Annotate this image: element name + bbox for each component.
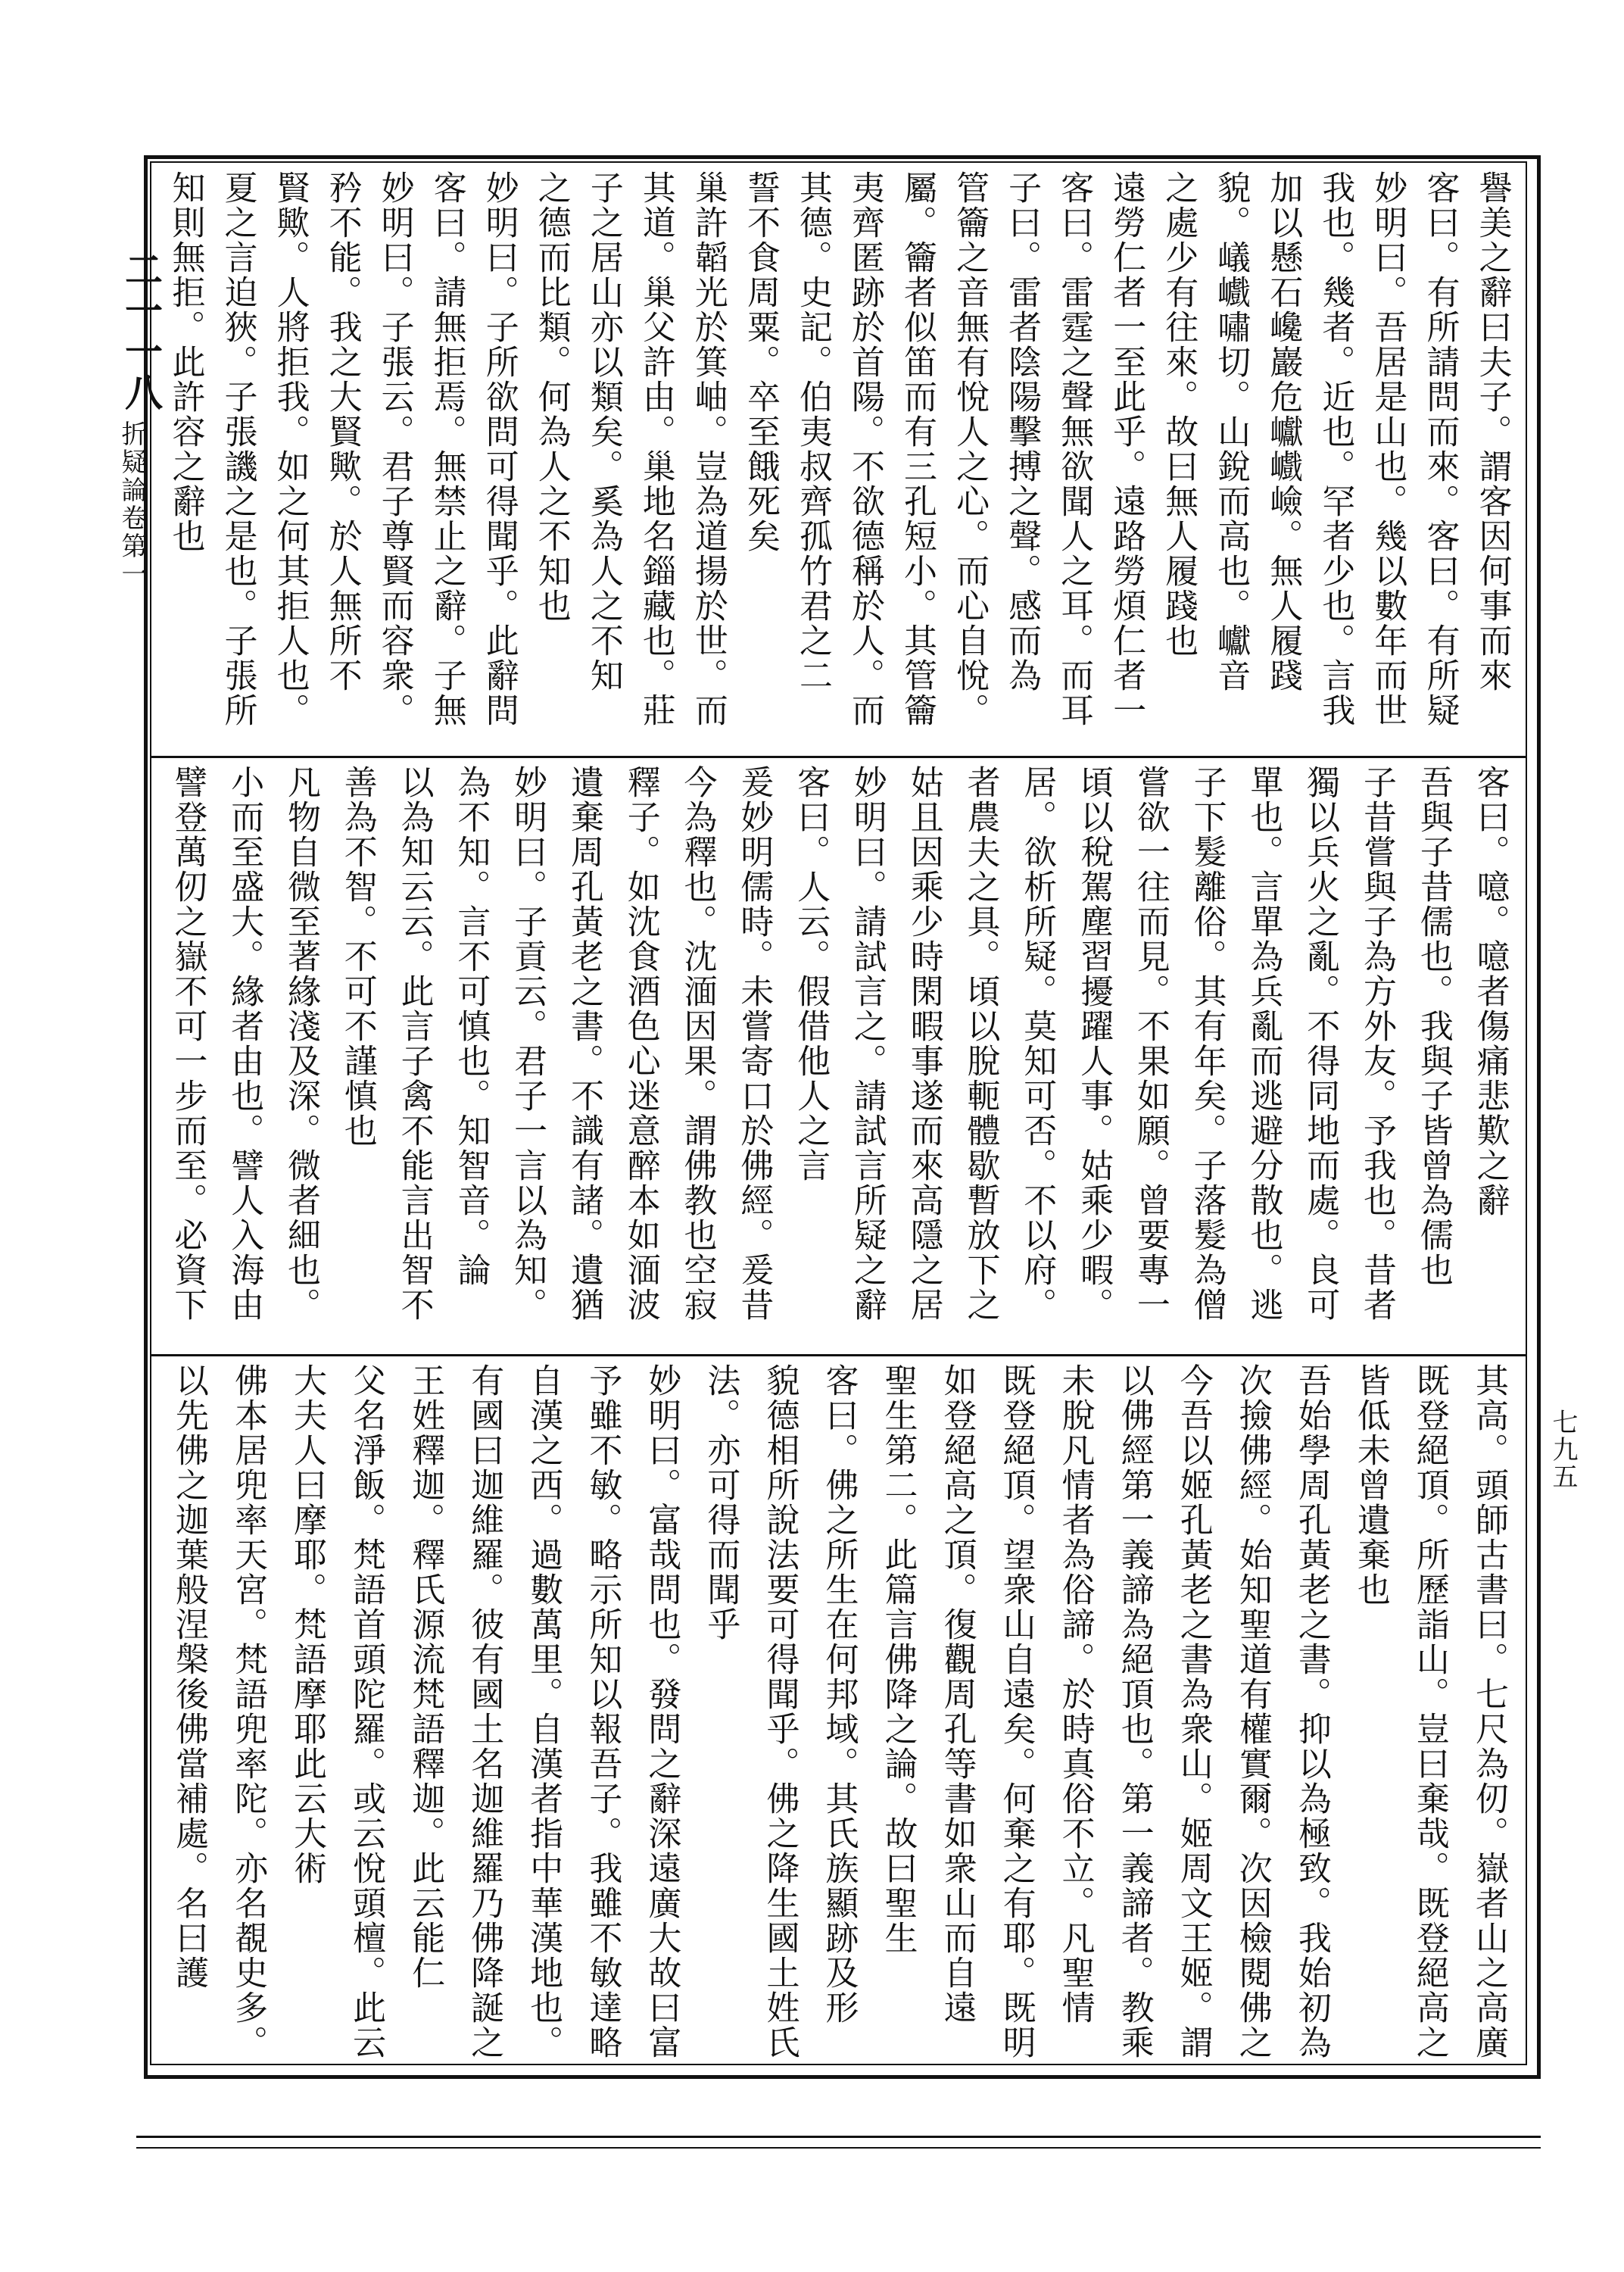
text-column: 妙明曰。子貢云。君子一言以為知。 — [508, 765, 547, 1322]
text-column: 頃以稅駕塵習擾躍人事。姑乘少暇。 — [1074, 765, 1114, 1322]
text-column: 今吾以姬孔黃老之書為衆山。姬周文王姬。謂 — [1174, 1363, 1213, 2060]
text-column: 遠勞仁者一至此乎。遠路勞煩仁者一 — [1107, 170, 1146, 728]
text-column: 嘗欲一往而見。不果如願。曾要專一 — [1130, 765, 1170, 1322]
text-column: 遺棄周孔黃老之書。不識有諸。遺猶 — [564, 765, 603, 1322]
text-column: 子曰。雷者陰陽擊搏之聲。感而為 — [1002, 170, 1042, 693]
text-column: 釋子。如沈食酒色心迷意醉本如湎波 — [621, 765, 660, 1322]
text-column: 大夫人曰摩耶。梵語摩耶此云大術 — [288, 1363, 327, 1886]
text-column: 爰妙明儒時。未嘗寄口於佛經。爰昔 — [734, 765, 774, 1322]
text-column: 客曰。佛之所生在何邦域。其氏族顯跡及形 — [819, 1363, 859, 2025]
text-column: 予雖不敏。略示所知以報吾子。我雖不敏達略 — [583, 1363, 622, 2060]
text-column: 王姓釋迦。釋氏源流梵語釋迦。此云能仁 — [406, 1363, 445, 1990]
text-column: 既登絕頂。所歷詣山。豈曰棄哉。既登絕高之 — [1410, 1363, 1449, 2060]
text-column: 小而至盛大。緣者由也。譬人入海由 — [225, 765, 264, 1322]
text-column: 貌德相所說法要可得聞乎。佛之降生國土姓氏 — [760, 1363, 800, 2060]
text-column: 皆低未曾遺棄也 — [1351, 1363, 1390, 1607]
text-column: 客曰。請無拒焉。無禁止之辭。子無 — [427, 170, 466, 728]
text-column: 譽美之辭曰夫子。謂客因何事而來 — [1473, 170, 1512, 693]
text-column: 吾始學周孔黃老之書。抑以為極致。我始初為 — [1292, 1363, 1331, 2060]
text-column: 父名淨飯。梵語首頭陀羅。或云悅頭檀。此云 — [347, 1363, 386, 2060]
text-column: 客曰。人云。假借他人之言 — [791, 765, 831, 1183]
text-column: 吾與子昔儒也。我與子皆曾為儒也 — [1414, 765, 1453, 1287]
text-column: 之處少有往來。故曰無人履踐也 — [1159, 170, 1199, 658]
text-column: 之德而比類。何為人之不知也 — [531, 170, 571, 623]
band-divider-1 — [150, 756, 1527, 758]
text-column: 我也。幾者。近也。罕者少也。言我 — [1316, 170, 1355, 728]
text-column: 妙明曰。吾居是山也。幾以數年而世 — [1368, 170, 1407, 728]
text-column: 夏之言迫狹。子張譏之是也。子張所 — [218, 170, 257, 728]
bottom-rule-thin — [136, 2147, 1541, 2149]
text-column: 矜不能。我之大賢歟。於人無所不 — [323, 170, 362, 693]
text-column: 者農夫之具。頃以脫軛體歇暫放下之 — [961, 765, 1000, 1322]
text-column: 貌。嶬巇嘯切。山銳而高也。巘音 — [1211, 170, 1251, 693]
text-column: 善為不智。不可不謹慎也 — [338, 765, 377, 1148]
text-band-middle — [159, 765, 1518, 1348]
text-column: 姑且因乘少時閑暇事遂而來高隱之居 — [904, 765, 943, 1322]
text-column: 佛本居兜率天宮。梵語兜率陀。亦名覩史多。 — [229, 1363, 268, 2060]
text-column: 以先佛之迦葉般涅槃後佛當補處。名曰護 — [170, 1363, 209, 1990]
text-column: 客曰。雷霆之聲無欲聞人之耳。而耳 — [1055, 170, 1094, 728]
text-column: 其高。頭師古書曰。七尺為仞。嶽者山之高廣 — [1469, 1363, 1508, 2060]
text-column: 有國曰迦維羅。彼有國土名迦維羅乃佛降誕之 — [465, 1363, 504, 2060]
page-number-left: 二一一八 — [119, 250, 163, 414]
text-column: 其德。史記。伯夷叔齊孤竹君之二 — [793, 170, 832, 693]
text-column: 子下髮離俗。其有年矣。子落髮為僧 — [1187, 765, 1227, 1322]
text-column: 妙明曰。請試言之。請試言所疑之辭 — [847, 765, 887, 1322]
text-column: 其道。巢父許由。巢地名錙藏也。莊 — [636, 170, 675, 728]
band-divider-2 — [150, 1354, 1527, 1356]
text-column: 單也。言單為兵亂而逃避分散也。逃 — [1244, 765, 1283, 1322]
text-column: 如登絕高之頂。復觀周孔等書如衆山而自遠 — [937, 1363, 977, 2025]
text-column: 子之居山亦以類矣。奚為人之不知 — [584, 170, 623, 693]
text-column: 今為釋也。沈湎因果。謂佛教也空寂 — [678, 765, 717, 1322]
text-column: 客曰。噫。噫者傷痛悲歎之辭 — [1470, 765, 1510, 1218]
text-column: 妙明曰。富哉問也。發問之辭深遠廣大故曰富 — [642, 1363, 681, 2060]
text-column: 子昔嘗與子為方外友。予我也。昔者 — [1357, 765, 1397, 1322]
text-column: 屬。籥者似笛而有三孔短小。其管籥 — [898, 170, 937, 728]
text-column: 加以懸石巉巖危巘巇嶮。無人履踐 — [1264, 170, 1303, 693]
text-column: 聖生第二。此篇言佛降之論。故曰聖生 — [878, 1363, 918, 1955]
text-column: 以佛經第一義諦為絕頂也。第一義諦者。教乘 — [1114, 1363, 1154, 2060]
text-column: 凡物自微至著緣淺及深。微者細也。 — [281, 765, 320, 1322]
text-column: 客曰。有所請問而來。客曰。有所疑 — [1420, 170, 1460, 728]
text-column: 管籥之音無有悅人之心。而心自悅。 — [950, 170, 990, 728]
text-column: 居。欲析所疑。莫知可否。不以府。 — [1018, 765, 1057, 1322]
text-band-upper — [159, 170, 1518, 750]
text-column: 獨以兵火之亂。不得同地而處。良可 — [1301, 765, 1340, 1322]
text-band-lower — [159, 1363, 1518, 2060]
text-column: 夷齊匿跡於首陽。不欲德稱於人。而 — [846, 170, 885, 728]
text-column: 妙明曰。子張云。君子尊賢而容衆。 — [375, 170, 414, 728]
text-column: 次撿佛經。始知聖道有權實爾。次因檢閱佛之 — [1233, 1363, 1272, 2060]
text-column: 妙明曰。子所欲問可得聞乎。此辭問 — [479, 170, 519, 728]
text-column: 賢歟。人將拒我。如之何其拒人也。 — [270, 170, 310, 728]
text-column: 譬登萬仞之嶽不可一步而至。必資下 — [168, 765, 207, 1322]
running-head: 折疑論卷第一 — [117, 420, 147, 588]
text-column: 未脫凡情者為俗諦。於時真俗不立。凡聖情 — [1055, 1363, 1095, 2025]
text-column: 自漢之西。過數萬里。自漢者指中華漢地也。 — [524, 1363, 563, 2060]
text-column: 誓不食周粟。卒至餓死矣 — [740, 170, 780, 554]
text-column: 知則無拒。此許容之辭也 — [166, 170, 205, 554]
text-column: 法。亦可得而聞乎 — [701, 1363, 740, 1642]
bottom-rule — [136, 2136, 1541, 2138]
text-column: 既登絕頂。望衆山自遠矣。何棄之有耶。既明 — [996, 1363, 1036, 2060]
text-column: 以為知云云。此言子禽不能言出智不 — [394, 765, 434, 1322]
page-number-right: 七九五 — [1548, 1409, 1578, 1490]
text-column: 巢許韜光於箕岫。豈為道揚於世。而 — [688, 170, 728, 728]
text-column: 為不知。言不可慎也。知智音。論 — [451, 765, 491, 1287]
